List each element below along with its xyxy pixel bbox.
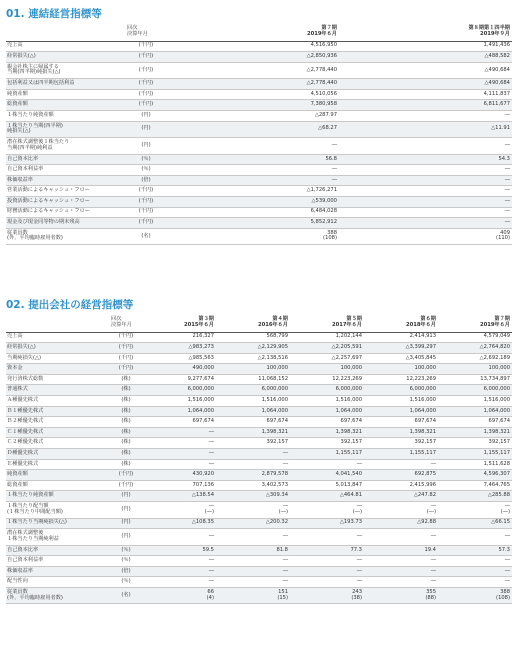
row-label: 純資産額: [6, 89, 126, 100]
row-value: ―: [290, 529, 364, 546]
consolidated-indicators-table: [6, 22, 512, 245]
row-value: 100,000: [216, 364, 290, 375]
row-unit: (円): [110, 518, 142, 529]
table-row: [6, 480, 512, 491]
row-label: 従業員数 (外、平均臨時雇用者数): [6, 228, 126, 245]
row-label: 株価収益率: [6, 175, 126, 186]
row-value: ―: [339, 165, 512, 176]
row-value: △2,764,820: [438, 343, 512, 354]
period-header: 第７期 2019年６月: [438, 313, 512, 332]
row-value: ―: [290, 566, 364, 577]
row-value: ―: [339, 110, 512, 121]
row-value: ―: [216, 577, 290, 588]
row-value: 12,223,269: [290, 374, 364, 385]
row-value: ― (―): [438, 502, 512, 519]
row-unit: (円): [126, 110, 166, 121]
row-value: △2,129,905: [216, 343, 290, 354]
row-value: 430,920: [142, 470, 216, 481]
row-unit: (％): [110, 556, 142, 567]
table-row: [6, 121, 512, 138]
row-value: 81.8: [216, 545, 290, 556]
row-value: 13,734,897: [438, 374, 512, 385]
row-unit: (千円): [126, 41, 166, 52]
row-unit: (千円): [110, 480, 142, 491]
row-value: 6,000,000: [290, 385, 364, 396]
row-value: △66.15: [438, 518, 512, 529]
row-value: ―: [142, 449, 216, 460]
row-value: △285.88: [438, 491, 512, 502]
row-label: 資本金: [6, 364, 110, 375]
table-row: [6, 165, 512, 176]
row-value: ― (―): [216, 502, 290, 519]
table-row: [6, 470, 512, 481]
row-value: 697,674: [142, 417, 216, 428]
period-header: 第８期第１四半期 2019年９月: [339, 22, 512, 41]
row-value: △2,138,516: [216, 353, 290, 364]
header-row: [6, 22, 512, 41]
row-value: 1,398,321: [364, 427, 438, 438]
row-value: △287.97: [166, 110, 339, 121]
row-unit: (名): [126, 228, 166, 245]
row-value: 1,398,321: [216, 427, 290, 438]
row-value: ―: [438, 577, 512, 588]
table-row: [6, 110, 512, 121]
row-value: ―: [166, 165, 339, 176]
row-unit: (千円): [126, 79, 166, 90]
row-unit: (千円): [110, 470, 142, 481]
row-value: ―: [142, 566, 216, 577]
row-value: 57.3: [438, 545, 512, 556]
row-value: △193.73: [290, 518, 364, 529]
row-label: 当期純損失(△): [6, 353, 110, 364]
row-value: ―: [438, 529, 512, 546]
table-row: [6, 502, 512, 519]
row-label: 配当性向: [6, 577, 110, 588]
row-value: ―: [142, 438, 216, 449]
section2-title: 02. 提出会社の経営指標等: [6, 299, 134, 311]
table-row: [6, 529, 512, 546]
row-label: 売上高: [6, 41, 126, 52]
row-value: 59.5: [142, 545, 216, 556]
row-value: △490,684: [339, 79, 512, 90]
table-row: [6, 556, 512, 567]
row-value: ―: [339, 207, 512, 218]
table-row: [6, 207, 512, 218]
table-row: [6, 332, 512, 343]
row-value: 100,000: [290, 364, 364, 375]
row-label: 経常損失(△): [6, 52, 126, 63]
table-row: [6, 186, 512, 197]
row-value: 6,000,000: [216, 385, 290, 396]
row-value: ―: [438, 566, 512, 577]
row-unit: (千円): [126, 62, 166, 79]
row-value: 2,879,578: [216, 470, 290, 481]
row-value: 388 (108): [166, 228, 339, 245]
row-label: 潜在株式調整後１株当たり 当期(四半期)純利益: [6, 138, 126, 155]
period-header: 第４期 2016年６月: [216, 313, 290, 332]
row-value: 4,579,049: [438, 332, 512, 343]
row-unit: (千円): [126, 218, 166, 229]
table-row: [6, 343, 512, 354]
row-value: ―: [166, 175, 339, 186]
row-value: 4,510,056: [166, 89, 339, 100]
row-unit: (千円): [126, 186, 166, 197]
row-label: 純資産額: [6, 470, 110, 481]
table-row: [6, 396, 512, 407]
header-blank: [6, 22, 126, 41]
row-value: ― (―): [290, 502, 364, 519]
row-value: 1,516,000: [142, 396, 216, 407]
row-value: 1,516,000: [216, 396, 290, 407]
row-unit: (千円): [126, 89, 166, 100]
row-unit: (千円): [126, 196, 166, 207]
row-value: △2,257,697: [290, 353, 364, 364]
row-value: ―: [364, 577, 438, 588]
row-value: 100,000: [364, 364, 438, 375]
table-row: [6, 518, 512, 529]
table-row: [6, 100, 512, 111]
table-row: [6, 545, 512, 556]
row-value: ―: [339, 218, 512, 229]
row-value: △3,405,845: [364, 353, 438, 364]
row-value: 1,516,000: [438, 396, 512, 407]
row-unit: (％): [110, 577, 142, 588]
row-value: 1,064,000: [290, 406, 364, 417]
row-value: 100,000: [438, 364, 512, 375]
row-value: 409 (110): [339, 228, 512, 245]
row-unit: (株): [110, 374, 142, 385]
row-label: 親会社株主に帰属する 当期(四半期)純損失(△): [6, 62, 126, 79]
row-value: 5,013,847: [290, 480, 364, 491]
row-value: △92.88: [364, 518, 438, 529]
row-label: １株当たり純資産額: [6, 110, 126, 121]
row-value: 697,674: [216, 417, 290, 428]
row-label: Ｃ１種優先株式: [6, 427, 110, 438]
row-value: △2,778,440: [166, 62, 339, 79]
header-row: [6, 313, 512, 332]
period-header: 第５期 2017年６月: [290, 313, 364, 332]
row-value: ―: [290, 556, 364, 567]
row-value: ―: [142, 556, 216, 567]
row-label: 株価収益率: [6, 566, 110, 577]
row-value: 216,327: [142, 332, 216, 343]
row-value: △488,582: [339, 52, 512, 63]
row-label: Ｃ２種優先株式: [6, 438, 110, 449]
row-value: ― (―): [142, 502, 216, 519]
table-row: [6, 138, 512, 155]
row-value: 392,157: [364, 438, 438, 449]
row-label: 売上高: [6, 332, 110, 343]
row-value: ―: [339, 196, 512, 207]
row-unit: (％): [126, 165, 166, 176]
row-label: 営業活動によるキャッシュ・フロー: [6, 186, 126, 197]
row-unit: (円): [110, 502, 142, 519]
row-unit: (倍): [126, 175, 166, 186]
row-label: １株当たり純資産額: [6, 491, 110, 502]
row-value: △138.54: [142, 491, 216, 502]
row-label: 現金及び現金同等物の期末残高: [6, 218, 126, 229]
period-header: 第３期 2015年６月: [142, 313, 216, 332]
row-label: １株当たり当期(四半期) 純損失(△): [6, 121, 126, 138]
row-value: △2,692,189: [438, 353, 512, 364]
row-value: 11,068,152: [216, 374, 290, 385]
row-value: 1,155,117: [290, 449, 364, 460]
row-label: 自己資本比率: [6, 154, 126, 165]
row-value: △247.82: [364, 491, 438, 502]
row-value: 1,064,000: [438, 406, 512, 417]
row-label: Ｂ２種優先株式: [6, 417, 110, 428]
row-unit: (株): [110, 385, 142, 396]
row-value: ―: [438, 556, 512, 567]
row-value: ― (―): [364, 502, 438, 519]
row-unit: (千円): [110, 353, 142, 364]
row-unit: (円): [110, 491, 142, 502]
row-label: 自己資本比率: [6, 545, 110, 556]
row-value: 1,491,436: [339, 41, 512, 52]
row-value: 7,464,765: [438, 480, 512, 491]
row-value: 1,064,000: [364, 406, 438, 417]
row-value: ―: [142, 577, 216, 588]
row-value: ―: [290, 577, 364, 588]
row-value: △490,684: [339, 62, 512, 79]
table-row: [6, 353, 512, 364]
row-value: 56.8: [166, 154, 339, 165]
row-value: △3,399,297: [364, 343, 438, 354]
row-value: △108.35: [142, 518, 216, 529]
row-value: ―: [216, 529, 290, 546]
row-value: 1,155,117: [438, 449, 512, 460]
row-value: △1,726,271: [166, 186, 339, 197]
row-label: Ｂ１種優先株式: [6, 406, 110, 417]
row-value: ―: [364, 459, 438, 470]
row-value: 1,511,628: [438, 459, 512, 470]
row-label: 従業員数 (外、平均臨時雇用者数): [6, 587, 110, 604]
row-value: 54.3: [339, 154, 512, 165]
table-row: [6, 491, 512, 502]
row-value: △2,850,936: [166, 52, 339, 63]
table-row: [6, 406, 512, 417]
row-value: 6,000,000: [438, 385, 512, 396]
table-row: [6, 154, 512, 165]
row-value: ―: [142, 427, 216, 438]
row-unit: (円): [126, 138, 166, 155]
row-label: 自己資本利益率: [6, 556, 110, 567]
row-value: 6,000,000: [142, 385, 216, 396]
table-row: [6, 89, 512, 100]
row-value: 4,596,307: [438, 470, 512, 481]
row-label: 自己資本利益率: [6, 165, 126, 176]
company-indicators-table: [6, 313, 512, 604]
row-label: 潜在株式調整後 １株当たり当期純利益: [6, 529, 110, 546]
row-value: 7,380,958: [166, 100, 339, 111]
section1-title: 01. 連結経営指標等: [6, 8, 102, 20]
row-unit: (千円): [126, 207, 166, 218]
row-value: △985,563: [142, 353, 216, 364]
row-unit: (名): [110, 587, 142, 604]
row-unit: (株): [110, 396, 142, 407]
row-value: ―: [290, 459, 364, 470]
row-value: 1,398,321: [438, 427, 512, 438]
row-unit: (倍): [110, 566, 142, 577]
table-row: [6, 175, 512, 186]
row-value: 1,155,117: [364, 449, 438, 460]
row-value: 392,157: [216, 438, 290, 449]
row-value: 6,000,000: [364, 385, 438, 396]
table-row: [6, 577, 512, 588]
table-row: [6, 374, 512, 385]
row-value: 4,041,540: [290, 470, 364, 481]
row-value: △464.81: [290, 491, 364, 502]
row-value: 3,402,573: [216, 480, 290, 491]
row-unit: (株): [110, 406, 142, 417]
row-unit: (株): [110, 438, 142, 449]
row-value: 5,852,912: [166, 218, 339, 229]
row-value: 66 (4): [142, 587, 216, 604]
row-value: ―: [142, 529, 216, 546]
row-value: ―: [216, 556, 290, 567]
row-unit: (株): [110, 417, 142, 428]
row-label: 総資産額: [6, 100, 126, 111]
row-unit: (千円): [110, 332, 142, 343]
row-unit: (千円): [110, 364, 142, 375]
row-value: △2,778,440: [166, 79, 339, 90]
row-unit: (％): [110, 545, 142, 556]
row-value: 490,000: [142, 364, 216, 375]
table-row: [6, 587, 512, 604]
row-value: ―: [364, 529, 438, 546]
table-row: [6, 427, 512, 438]
row-value: ―: [339, 175, 512, 186]
row-label: 経常損失(△): [6, 343, 110, 354]
row-value: △983,273: [142, 343, 216, 354]
row-value: ―: [364, 566, 438, 577]
table-row: [6, 62, 512, 79]
row-value: 697,674: [290, 417, 364, 428]
period-header: 第６期 2018年６月: [364, 313, 438, 332]
header-blank: [6, 313, 110, 332]
row-label: 投資活動によるキャッシュ・フロー: [6, 196, 126, 207]
row-label: 財務活動によるキャッシュ・フロー: [6, 207, 126, 218]
row-value: 392,157: [290, 438, 364, 449]
row-value: 568,799: [216, 332, 290, 343]
row-value: ―: [339, 138, 512, 155]
table-row: [6, 364, 512, 375]
row-value: △68.27: [166, 121, 339, 138]
row-unit: (％): [126, 154, 166, 165]
row-label: Ｅ種優先株式: [6, 459, 110, 470]
row-value: △2,205,591: [290, 343, 364, 354]
row-value: 697,674: [438, 417, 512, 428]
row-label: Ｄ種優先株式: [6, 449, 110, 460]
header-period-label: 回次 決算年月: [126, 22, 166, 41]
row-value: 12,223,269: [364, 374, 438, 385]
row-unit: (株): [110, 459, 142, 470]
row-value: 1,202,144: [290, 332, 364, 343]
row-value: 1,064,000: [216, 406, 290, 417]
row-value: ―: [216, 459, 290, 470]
row-value: 1,398,321: [290, 427, 364, 438]
row-value: 6,811,677: [339, 100, 512, 111]
row-value: 388 (108): [438, 587, 512, 604]
row-value: ―: [216, 449, 290, 460]
row-label: 包括利益又は四半期包括利益: [6, 79, 126, 90]
row-value: ―: [364, 556, 438, 567]
row-label: Ａ種優先株式: [6, 396, 110, 407]
table-row: [6, 79, 512, 90]
row-value: ―: [166, 138, 339, 155]
table-row: [6, 228, 512, 245]
row-label: １株当たり配当額 (１株当たり中間配当額): [6, 502, 110, 519]
row-value: 697,674: [364, 417, 438, 428]
row-value: 355 (88): [364, 587, 438, 604]
row-label: 総資産額: [6, 480, 110, 491]
row-unit: (円): [110, 529, 142, 546]
row-value: 19.4: [364, 545, 438, 556]
table-row: [6, 417, 512, 428]
table-row: [6, 566, 512, 577]
row-unit: (株): [110, 449, 142, 460]
row-unit: (千円): [126, 100, 166, 111]
period-header: 第７期 2019年６月: [166, 22, 339, 41]
table-row: [6, 41, 512, 52]
table-row: [6, 449, 512, 460]
row-value: △309.34: [216, 491, 290, 502]
row-value: 151 (15): [216, 587, 290, 604]
row-value: 243 (38): [290, 587, 364, 604]
row-value: 2,415,996: [364, 480, 438, 491]
row-value: △200.32: [216, 518, 290, 529]
row-unit: (株): [110, 427, 142, 438]
row-value: 692,875: [364, 470, 438, 481]
table-row: [6, 196, 512, 207]
row-value: ―: [142, 459, 216, 470]
row-value: 4,516,950: [166, 41, 339, 52]
row-label: １株当たり当期純損失(△): [6, 518, 110, 529]
row-value: 1,064,000: [142, 406, 216, 417]
header-period-label: 回次 決算年月: [110, 313, 142, 332]
row-label: 発行済株式総数: [6, 374, 110, 385]
row-value: 9,277,674: [142, 374, 216, 385]
row-value: △11.91: [339, 121, 512, 138]
row-value: 4,111,837: [339, 89, 512, 100]
row-unit: (千円): [126, 52, 166, 63]
row-value: △539,000: [166, 196, 339, 207]
row-value: 6,484,028: [166, 207, 339, 218]
row-unit: (円): [126, 121, 166, 138]
table-row: [6, 385, 512, 396]
row-value: ―: [216, 566, 290, 577]
table-row: [6, 218, 512, 229]
row-value: ―: [339, 186, 512, 197]
row-value: 1,516,000: [290, 396, 364, 407]
row-value: 2,414,913: [364, 332, 438, 343]
row-value: 1,516,000: [364, 396, 438, 407]
table-row: [6, 438, 512, 449]
row-value: 707,136: [142, 480, 216, 491]
row-unit: (千円): [110, 343, 142, 354]
row-label: 普通株式: [6, 385, 110, 396]
table-row: [6, 52, 512, 63]
table-row: [6, 459, 512, 470]
row-value: 392,157: [438, 438, 512, 449]
row-value: 77.3: [290, 545, 364, 556]
